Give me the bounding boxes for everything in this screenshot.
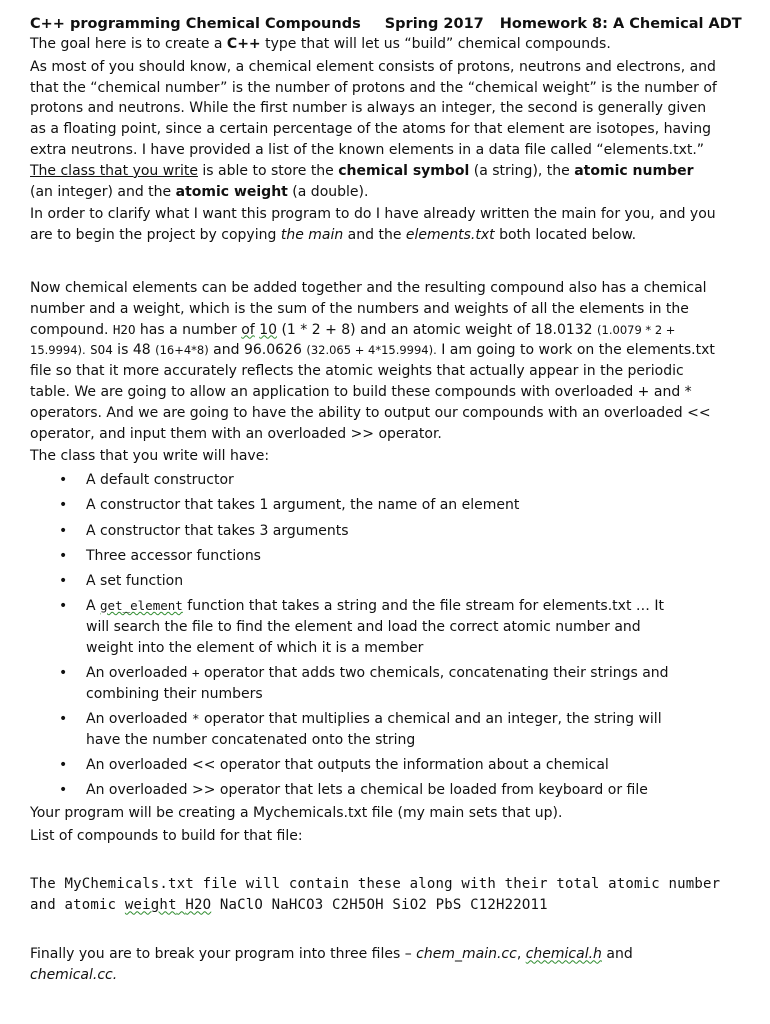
goal-paragraph: The goal here is to create a C++ type that will let us “build” chemical compounds.: [30, 36, 611, 52]
class-intro: The class that you write will have:: [30, 448, 270, 465]
compounds-list-intro: List of compounds to build for that file:: [30, 827, 303, 844]
list-item: • A constructor that takes 1 argument, the name of an element: [59, 497, 520, 514]
list-item: • An overloaded << operator that outputs the information about a chemical: [59, 756, 609, 773]
compounds-paragraph: Now chemical elements can be added together and the resulting compound also has a chemical number and a weight, which is the sum of the numbers and weights of all the elements in the compound. H2O has a number of 10 (1 * 2 + 8) and an atomic weight of 18.0132 (1.0079 * 2 + 15.9994). SO4 is 48 (16+4*8) and 96.0626 (32.065 + 4*15.9994). I am going to work on the elements.txt file so that it more accurately reflects the atomic weights that actually appear in the periodic table. We are going to allow an application to build these compounds with overloaded + and * operators. And we are going to have the ability to output our compounds with an overloaded << operator, and input them with an overloaded >> operator.: [30, 279, 715, 442]
list-item: • Three accessor functions: [59, 547, 261, 564]
course-title: C++ programming Chemical Compounds: [30, 16, 361, 32]
compounds-code-block: The MyChemicals.txt file will contain these along with their total atomic number and atomic weight H2O NaClO NaHCO3 C2H5OH SiO2 PbS C12H22O11: [30, 876, 721, 914]
requirements-list: [30, 470, 690, 801]
list-item: • A default constructor: [59, 472, 234, 489]
term: Spring 2017: [384, 16, 484, 32]
list-item: • An overloaded + operator that adds two chemicals, concatenating their strings and combining their numbers: [59, 664, 669, 702]
final-instructions: Finally you are to break your program into three files – chem_main.cc, chemical.h and chemical.cc.: [30, 946, 633, 984]
list-item: • An overloaded * operator that multiplies a chemical and an integer, the string will have the number concatenated onto the string: [59, 710, 662, 748]
assignment-title: Homework 8: A Chemical ADT: [499, 16, 742, 32]
clarify-paragraph: In order to clarify what I want this program to do I have already written the main for you, and you are to begin the project by copying the main and the elements.txt both located below.: [30, 206, 716, 244]
elements-paragraph: As most of you should know, a chemical element consists of protons, neutrons and electrons, and that the “chemical number” is the number of protons and the “chemical weight” is the number of protons and neutrons. While the first number is always an integer, the second is generally given as a floating point, since a certain percentage of the atoms for that element are isotopes, having extra neutrons. I have provided a list of the known elements in a data file called “elements.txt.” The class that you write is able to store the chemical symbol (a string), the atomic number (an integer) and the atomic weight (a double).: [30, 58, 717, 200]
output-file-note: Your program will be creating a Mychemicals.txt file (my main sets that up).: [30, 804, 563, 821]
list-item: • A constructor that takes 3 arguments: [59, 522, 349, 539]
list-item: • An overloaded >> operator that lets a chemical be loaded from keyboard or file: [59, 782, 648, 799]
list-item: • A get_element function that takes a string and the file stream for elements.txt … It will search the file to find the element and load the correct atomic number and weight into the element of which it is a member: [59, 598, 664, 656]
list-item: • A set function: [59, 572, 184, 589]
document-header: [30, 14, 770, 34]
